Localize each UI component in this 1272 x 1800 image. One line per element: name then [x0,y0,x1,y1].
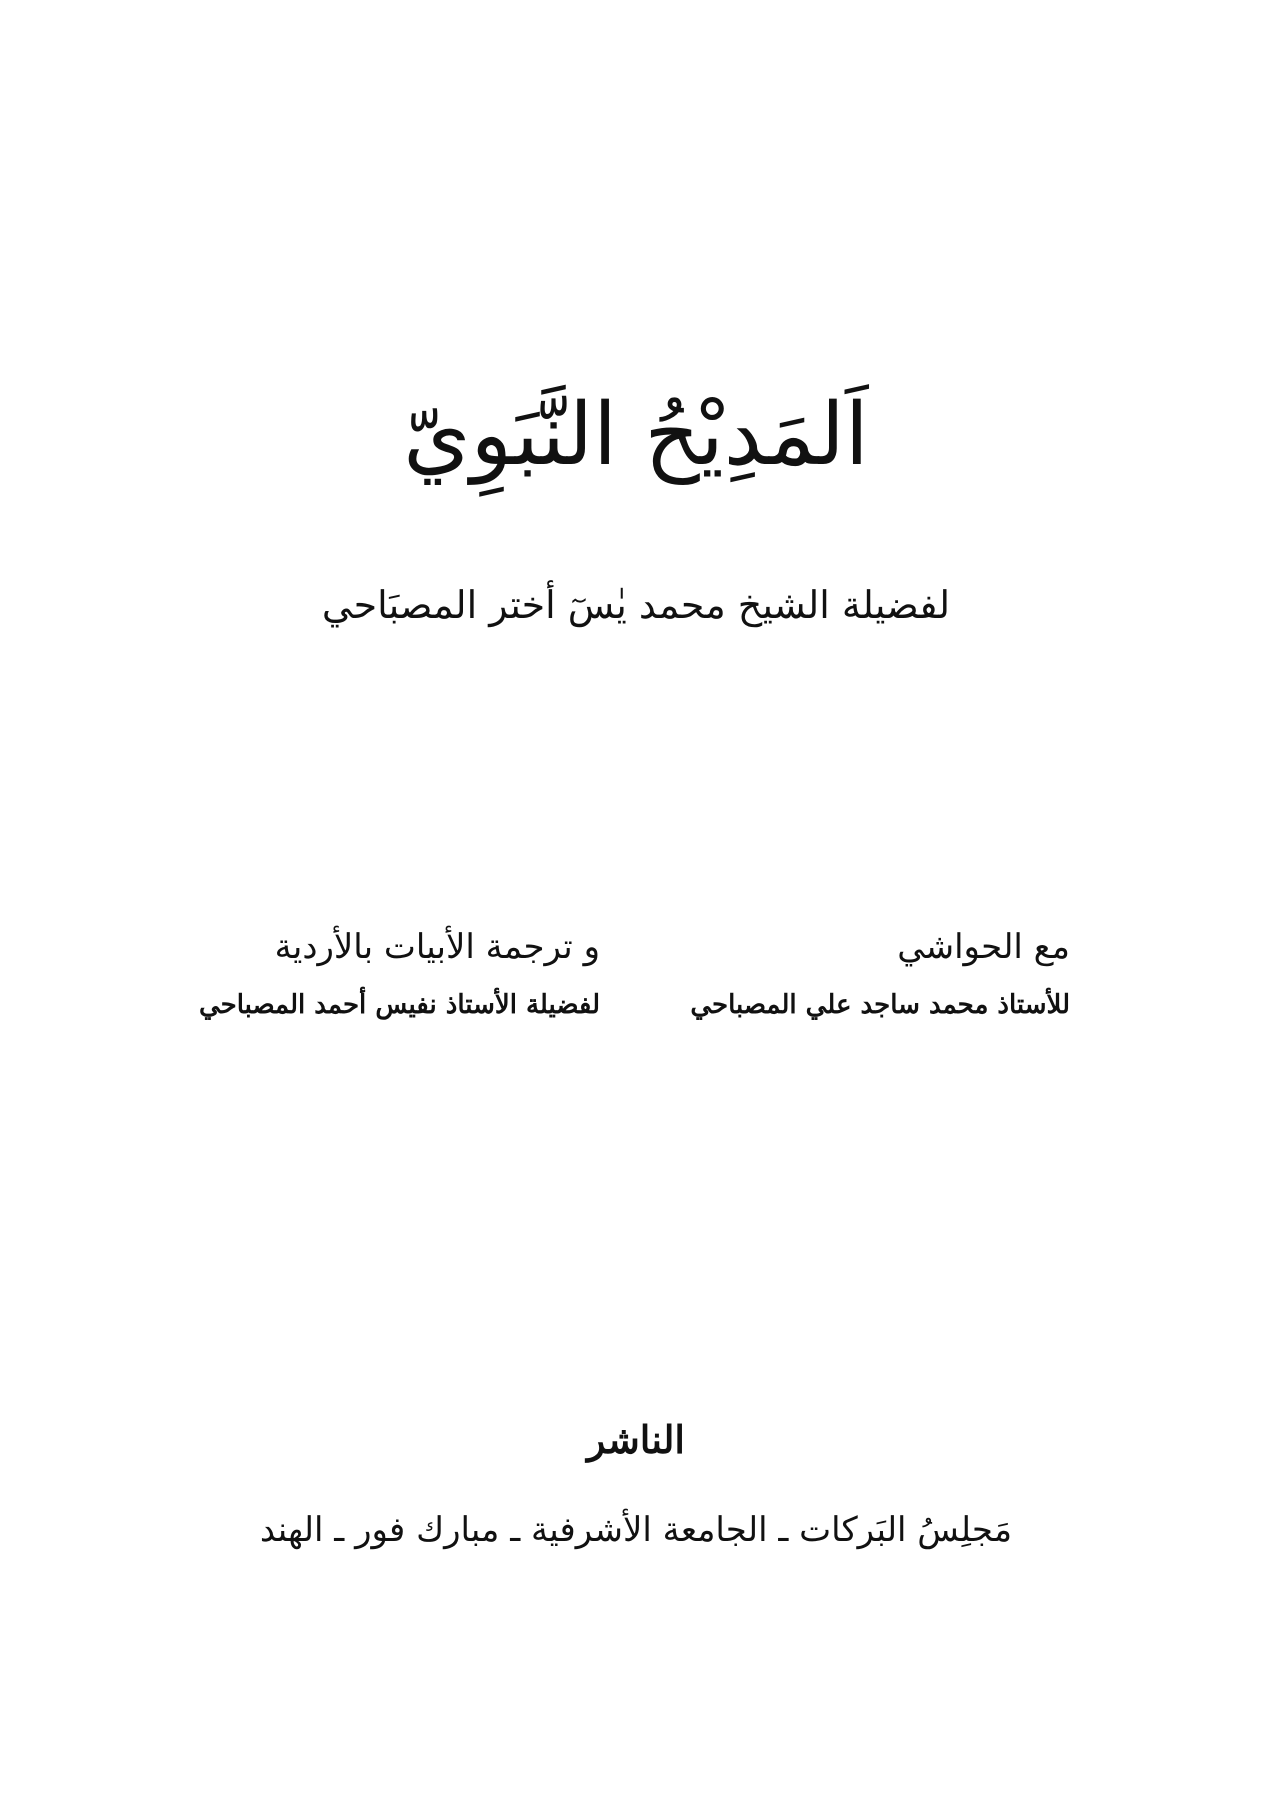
translation-author: لفضيلة الأستاذ نفيس أحمد المصباحي [199,990,600,1020]
annotations-author: للأستاذ محمد ساجد علي المصباحي [690,990,1070,1020]
publisher-name: مَجلِسُ البَركات ـ الجامعة الأشرفية ـ مبارك فور ـ الهند [259,1510,1013,1550]
translation-heading: و ترجمة الأبيات بالأردية [274,927,600,967]
book-title: اَلمَدِيْحُ النَّبَوِيّ [403,385,869,485]
annotations-block [680,920,1070,1028]
annotations-heading: مع الحواشي [897,927,1070,967]
publisher-label: الناشر [587,1417,685,1462]
author-line: لفضيلة الشيخ محمد يٰسٓ أختر المصبَاحي [321,583,951,627]
translation-block [200,920,600,1028]
